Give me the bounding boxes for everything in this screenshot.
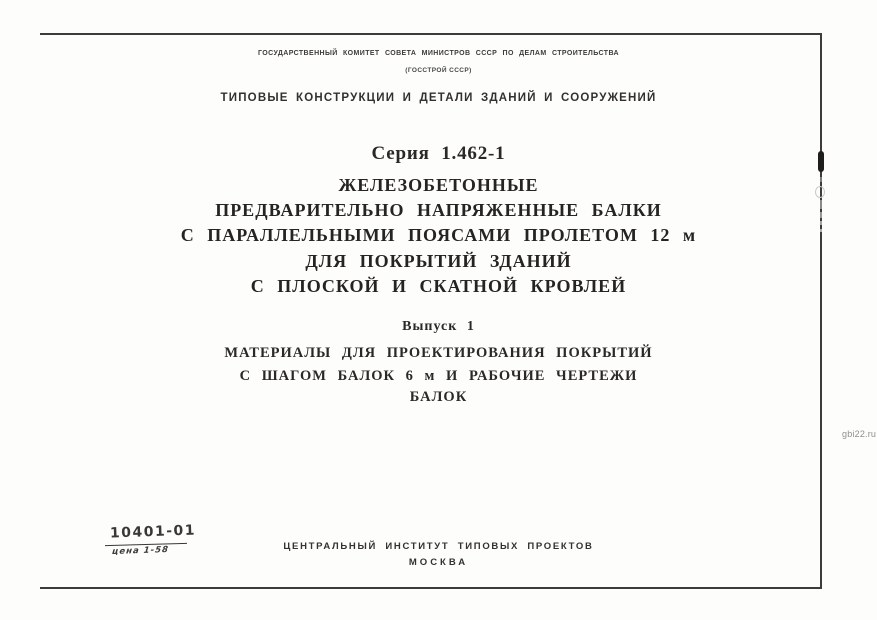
subtitle-line: МАТЕРИАЛЫ ДЛЯ ПРОЕКТИРОВАНИЯ ПОКРЫТИЙ	[224, 345, 653, 361]
committee-header: ГОСУДАРСТВЕННЫЙ КОМИТЕТ СОВЕТА МИНИСТРОВ СССР ПО ДЕЛАМ СТРОИТЕЛЬСТВА	[257, 50, 620, 57]
stamp-price: цена 1-58	[111, 544, 170, 558]
main-title-line: С ПЛОСКОЙ И СКАТНОЙ КРОВЛЕЙ	[250, 276, 627, 296]
subtitle-line: С ШАГОМ БАЛОК 6 м И РАБОЧИЕ ЧЕРТЕЖИ	[239, 368, 638, 384]
ink-blot-mark	[818, 151, 824, 172]
main-title-line: С ПАРАЛЛЕЛЬНЫМИ ПОЯСАМИ ПРОЛЕТОМ 12 м	[180, 225, 697, 245]
scan-smudge-mark	[820, 229, 822, 232]
series-program-title: ТИПОВЫЕ КОНСТРУКЦИИ И ДЕТАЛИ ЗДАНИЙ И СООРУЖЕНИЙ	[220, 92, 657, 104]
page-border	[40, 33, 822, 589]
issue-label: Выпуск 1	[402, 319, 475, 334]
institute-name: ЦЕНТРАЛЬНЫЙ ИНСТИТУТ ТИПОВЫХ ПРОЕКТОВ	[283, 541, 594, 552]
watermark-text: gbi22.ru	[842, 429, 877, 439]
subtitle-line: БАЛОК	[409, 389, 468, 405]
main-title-line: ЖЕЛЕЗОБЕТОННЫЕ	[338, 175, 539, 195]
main-title-line: ПРЕДВАРИТЕЛЬНО НАПРЯЖЕННЫЕ БАЛКИ	[215, 200, 662, 220]
scan-smudge-mark	[820, 212, 822, 218]
scan-smudge-mark	[820, 200, 822, 209]
main-title-line: ДЛЯ ПОКРЫТИЙ ЗДАНИЙ	[305, 251, 572, 271]
series-number: Серия 1.462-1	[371, 143, 506, 164]
scan-smudge-mark	[815, 186, 825, 198]
city-name: МОСКВА	[408, 557, 469, 568]
stamp-code: 10401-01	[109, 522, 197, 542]
scan-smudge-mark	[820, 221, 822, 225]
gosstroy-subheader: (ГОССТРОЙ СССР)	[405, 67, 472, 74]
scan-smudge-mark	[820, 177, 822, 182]
